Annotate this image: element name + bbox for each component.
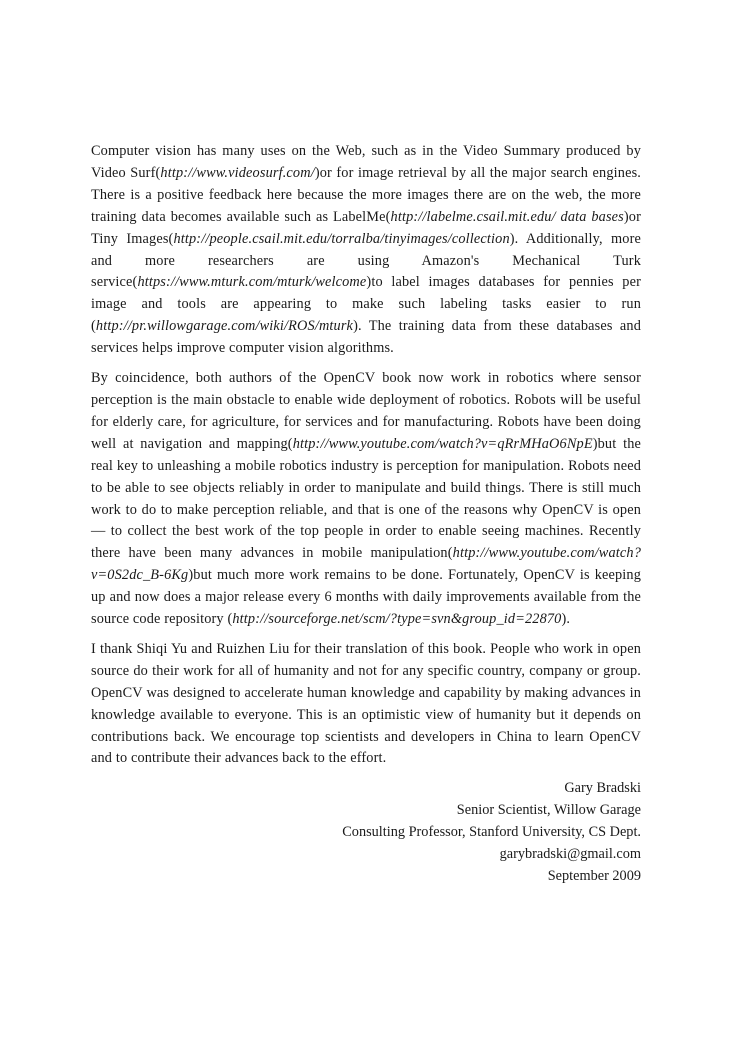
- signature-email: garybradski@gmail.com: [499, 846, 641, 863]
- url-text: http://www.youtube.com/watch?v=0S2dc_B-6Kg: [91, 545, 641, 584]
- url-text: http://labelme.csail.mit.edu/ data bases: [390, 208, 624, 225]
- paragraph-text: ). The training data from these databases and services helps improve computer vision algorithms.: [91, 318, 641, 357]
- paragraph-text: )or Tiny Images(: [91, 208, 641, 247]
- paragraph-text: By coincidence, both authors of the OpenCV book now work in robotics where sensor perception is the main obstacle to enable wide deployment of robotics. Robots will be useful for elderly care, for agriculture, for services and for manufacturing. Robots have been doing well at navigation and mapping(: [91, 370, 641, 452]
- paragraph-text: )but much more work remains to be done. Fortunately, OpenCV is keeping up and now does a major release every 6 months with daily improvements available from the source code repository (: [91, 567, 641, 628]
- url-text: https://www.mturk.com/mturk/welcome: [137, 274, 367, 291]
- url-text: http://sourceforge.net/scm/?type=svn&group_id=22870: [232, 611, 562, 628]
- paragraph: [91, 368, 641, 631]
- paragraph-text: I thank Shiqi Yu and Ruizhen Liu for their translation of this book. People who work in open source do their work for all of humanity and not for any specific country, company or group. OpenCV was designed to accelerate human knowledge and capability by making advances in knowledge available to everyone. This is an optimistic view of humanity but it depends on contributions back. We encourage top scientists and developers in China to learn OpenCV and to contribute their advances back to the effort.: [91, 640, 641, 767]
- signature-name: Gary Bradski: [564, 780, 641, 797]
- signature-date: September 2009: [547, 868, 641, 884]
- paragraph-text: )to label images databases for pennies per image and tools are appearing to make such labeling tasks easier to run (: [91, 274, 641, 335]
- paragraph: [91, 141, 641, 360]
- paragraphs: [91, 141, 641, 770]
- signature-affiliation: Consulting Professor, Stanford University, CS Dept.: [342, 824, 641, 841]
- signature-title: Senior Scientist, Willow Garage: [456, 802, 641, 819]
- paragraph-text: )or for image retrieval by all the major search engines. There is a positive feedback here because the more images there are on the web, the more training data becomes available such as LabelMe(: [91, 164, 642, 225]
- url-text: http://pr.willowgarage.com/wiki/ROS/mturk: [95, 318, 354, 335]
- url-text: http://www.videosurf.com/: [160, 164, 315, 181]
- document-body: [91, 141, 641, 888]
- signature-block: [91, 778, 641, 888]
- paragraph-text: ).: [561, 611, 571, 628]
- paragraph-text: Computer vision has many uses on the Web, such as in the Video Summary produced by Video Surf(: [91, 143, 641, 181]
- paragraph-text: )but the real key to unleashing a mobile robotics industry is perception for manipulation. Robots need to be able to see objects reliably in order to manipulate and build things. There is still much work to do to make perception reliable, and that is one of the reasons why OpenCV is open — to collect the best work of the top people in order to enable seeing machines. Recently there have been many advances in mobile manipulation(: [91, 435, 641, 562]
- paragraph-text: ). Additionally, more and more researchers are using Amazon's Mechanical Turk service(: [91, 230, 641, 291]
- url-text: http://people.csail.mit.edu/torralba/tinyimages/collection: [173, 230, 510, 247]
- paragraph: [91, 639, 641, 770]
- url-text: http://www.youtube.com/watch?v=qRrMHaO6NpE: [292, 435, 593, 452]
